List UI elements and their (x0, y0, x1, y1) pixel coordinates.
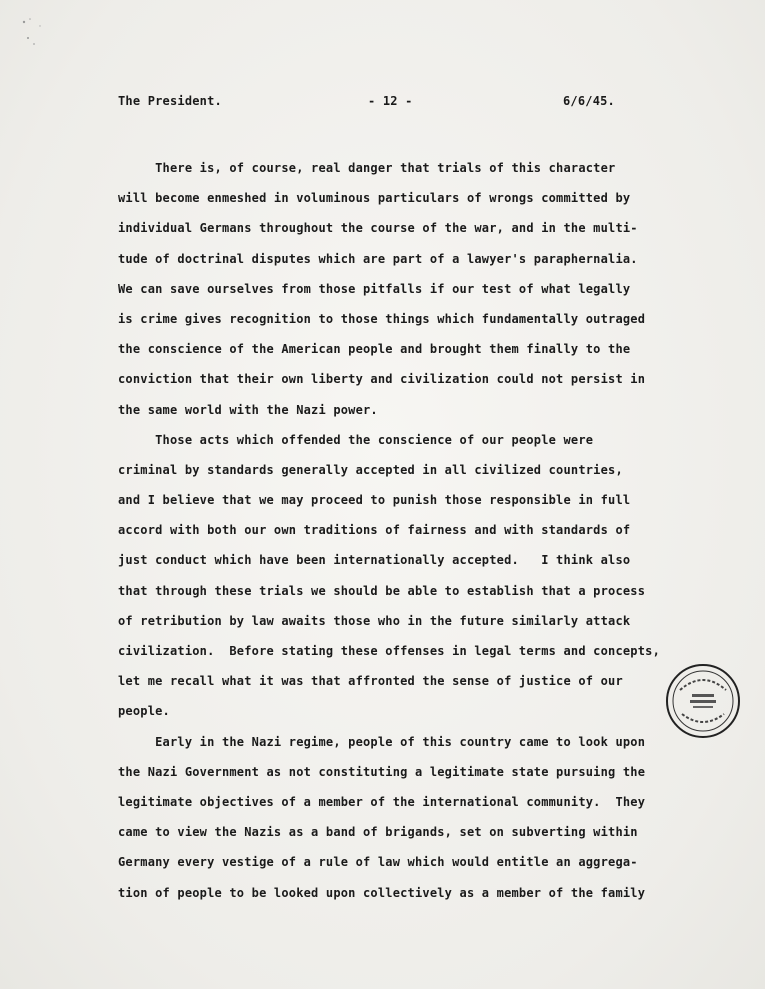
paragraph-2 (118, 425, 663, 727)
text-line: let me recall what it was that affronted the sense of justice of our (118, 674, 623, 689)
text-line: and I believe that we may proceed to punish those responsible in full (118, 493, 631, 508)
text-line: the same world with the Nazi power. (118, 402, 378, 417)
archive-stamp (666, 664, 740, 738)
text-line: criminal by standards generally accepted in all civilized countries, (118, 462, 623, 477)
text-line: individual Germans throughout the course of the war, and in the multi- (118, 221, 638, 236)
text-line: There is, of course, real danger that trials of this character (118, 161, 616, 175)
document-body (118, 153, 663, 908)
text-line: the conscience of the American people and brought them finally to the (118, 342, 631, 357)
paragraph-1 (118, 153, 663, 425)
text-line: We can save ourselves from those pitfalls if our test of what legally (118, 281, 631, 296)
header-page-number: - 12 - (368, 94, 413, 108)
text-line: tude of doctrinal disputes which are part of a lawyer's paraphernalia. (118, 251, 638, 266)
text-line: will become enmeshed in voluminous particulars of wrongs committed by (118, 191, 631, 206)
text-line: just conduct which have been internationally accepted. I think also (118, 553, 631, 568)
text-line: that through these trials we should be able to establish that a process (118, 583, 646, 598)
text-line: of retribution by law awaits those who in the future similarly attack (118, 613, 631, 628)
text-line: Germany every vestige of a rule of law which would entitle an aggrega- (118, 855, 638, 870)
paragraph-3 (118, 727, 663, 908)
page-header (118, 94, 618, 112)
text-line: came to view the Nazis as a band of brigands, set on subverting within (118, 825, 638, 840)
text-line: tion of people to be looked upon collectively as a member of the family (118, 885, 646, 900)
header-addressee: The President. (118, 94, 222, 108)
header-date: 6/6/45. (563, 94, 615, 108)
text-line: civilization. Before stating these offenses in legal terms and concepts, (118, 644, 660, 658)
text-line: people. (118, 704, 170, 719)
text-line: conviction that their own liberty and civilization could not persist in (118, 372, 646, 387)
text-line: is crime gives recognition to those things which fundamentally outraged (118, 311, 646, 326)
archive-stamp-graphic (668, 666, 738, 736)
text-line: Those acts which offended the conscience of our people were (118, 432, 594, 447)
text-line: Early in the Nazi regime, people of this country came to look upon (118, 734, 646, 749)
text-line: the Nazi Government as not constituting a legitimate state pursuing the (118, 764, 646, 779)
text-line: accord with both our own traditions of fairness and with standards of (118, 523, 631, 538)
text-line: legitimate objectives of a member of the international community. They (118, 794, 646, 809)
paper-speck-marks (18, 14, 58, 54)
